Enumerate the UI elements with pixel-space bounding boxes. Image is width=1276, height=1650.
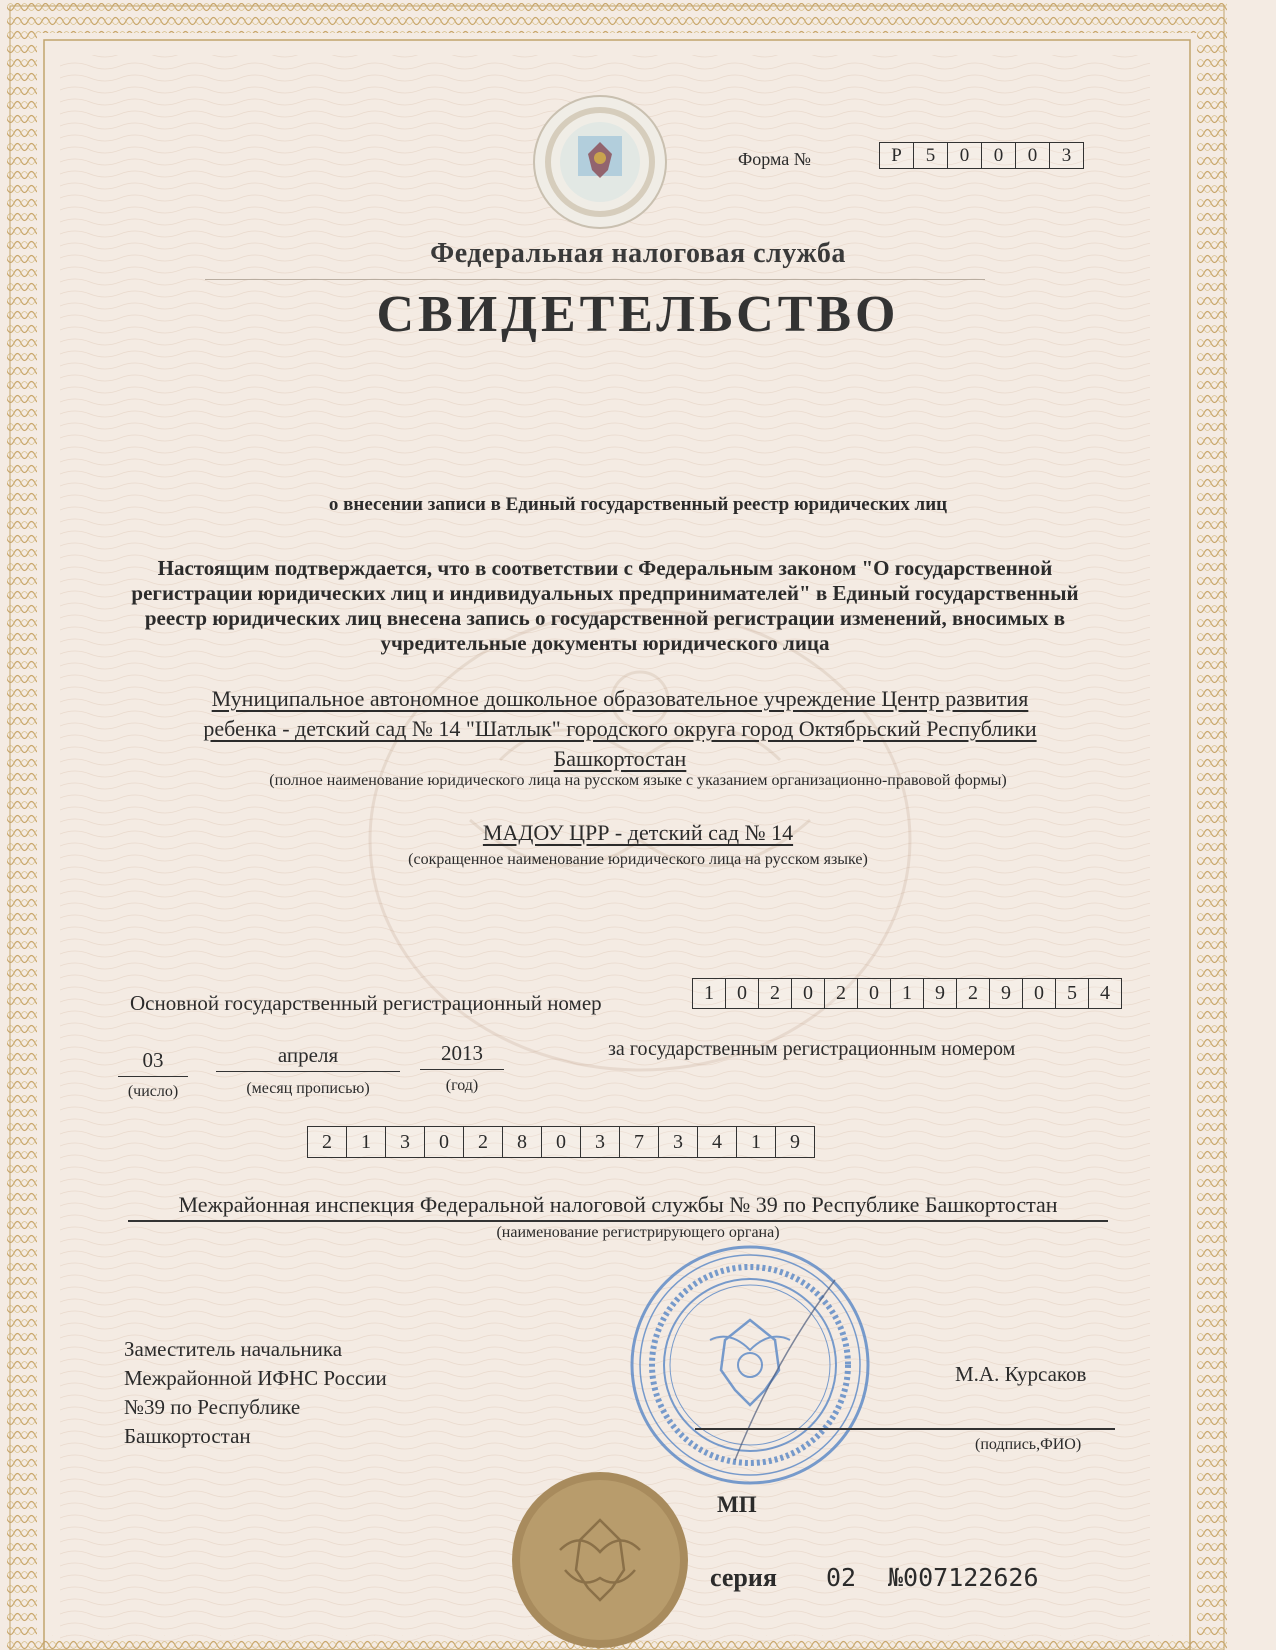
short-name-text: МАДОУ ЦРР - детский сад № 14 xyxy=(482,820,794,845)
signer-position-line: №39 по Республике xyxy=(124,1395,301,1419)
grn-digit: 1 xyxy=(347,1127,386,1157)
ogrn-digit: 2 xyxy=(825,979,858,1008)
certificate-number: №007122626 xyxy=(888,1563,1039,1592)
form-code-digit: 0 xyxy=(948,143,982,168)
agency-name: Федеральная налоговая служба xyxy=(430,238,846,269)
certification-statement: Настоящим подтверждается, что в соответствии с Федеральным законом "О государственной регистрации юридических лиц и индивидуальных предпринимателей" в Единый государственный реестр юридических лиц внесена запись о государственной регистрации изменений, вносимых в учредительные документы юридического лица xyxy=(131,556,1079,655)
full-name-line: Башкортостан xyxy=(553,746,687,771)
signature-line xyxy=(695,1428,1115,1430)
form-code-digit: 3 xyxy=(1061,145,1072,166)
grn-digit: 8 xyxy=(503,1127,542,1157)
grn-digit: 3 xyxy=(386,1127,425,1157)
form-code-digit: 0 xyxy=(1016,143,1050,168)
ogrn-digit: 1 xyxy=(891,979,924,1008)
form-code-boxes xyxy=(879,142,1084,169)
day-caption: (число) xyxy=(127,1083,179,1100)
form-code-digit: 5 xyxy=(914,143,948,168)
ogrn-digit: 2 xyxy=(957,979,990,1008)
registration-year: 2013 xyxy=(420,1041,504,1070)
ogrn-digit: 0 xyxy=(792,979,825,1008)
series-value: 02 xyxy=(826,1563,857,1592)
ogrn-digit: 0 xyxy=(1023,979,1056,1008)
signer-position-line: Межрайонной ИФНС России xyxy=(124,1366,387,1390)
grn-digit: 1 xyxy=(737,1127,776,1157)
hologram-emblem-icon xyxy=(530,92,670,232)
entity-full-name xyxy=(130,684,1110,774)
authority-underline xyxy=(128,1220,1108,1222)
title-divider xyxy=(205,279,985,280)
grn-digit: 7 xyxy=(620,1127,659,1157)
registration-month: апреля xyxy=(216,1043,400,1072)
form-code-digit: 0 xyxy=(982,143,1016,168)
signer-position xyxy=(124,1335,387,1451)
signer-name: М.А. Курсаков xyxy=(955,1362,1087,1386)
full-name-caption: (полное наименование юридического лица на русском языке с указанием организационно-правовой формы) xyxy=(269,772,1007,789)
series-label: серия xyxy=(710,1563,777,1592)
entity-short-name xyxy=(0,820,1276,846)
grn-digit-boxes xyxy=(307,1126,815,1158)
registering-authority: Межрайонная инспекция Федеральной налоговой службы № 39 по Республике Башкортостан xyxy=(178,1192,1058,1217)
year-caption: (год) xyxy=(445,1077,479,1094)
ogrn-digit: 5 xyxy=(1056,979,1089,1008)
authority-caption: (наименование регистрирующего органа) xyxy=(496,1224,780,1241)
ogrn-digit: 9 xyxy=(924,979,957,1008)
form-code-digit: Р xyxy=(880,143,914,168)
registration-day: 03 xyxy=(118,1048,188,1077)
ogrn-digit: 1 xyxy=(693,979,726,1008)
grn-digit: 3 xyxy=(659,1127,698,1157)
full-name-line: ребенка - детский сад № 14 "Шатлык" городского округа город Октябрьский Республики xyxy=(203,716,1037,741)
bronze-seal-icon xyxy=(510,1470,690,1650)
grn-digit: 0 xyxy=(542,1127,581,1157)
grn-digit: 2 xyxy=(464,1127,503,1157)
ogrn-digit: 4 xyxy=(1100,982,1110,1004)
full-name-line: Муниципальное автономное дошкольное образовательное учреждение Центр развития xyxy=(211,686,1029,711)
grn-digit: 4 xyxy=(698,1127,737,1157)
ogrn-digit-boxes xyxy=(692,978,1122,1009)
grn-digit: 3 xyxy=(581,1127,620,1157)
official-stamp-icon xyxy=(625,1240,875,1490)
ogrn-digit: 0 xyxy=(726,979,759,1008)
certificate-title: СВИДЕТЕЛЬСТВО xyxy=(376,286,900,343)
signer-position-line: Башкортостан xyxy=(124,1424,251,1448)
signer-position-line: Заместитель начальника xyxy=(124,1337,343,1361)
ogrn-digit: 9 xyxy=(990,979,1023,1008)
ogrn-digit: 0 xyxy=(858,979,891,1008)
month-caption: (месяц прописью) xyxy=(246,1080,370,1097)
short-name-caption: (сокращенное наименование юридического лица на русском языке) xyxy=(408,851,868,868)
grn-label: за государственным регистрационным номером xyxy=(608,1038,1016,1060)
signature-caption: (подпись,ФИО) xyxy=(975,1436,1082,1453)
form-label: Форма № xyxy=(738,149,811,169)
ogrn-digit: 2 xyxy=(759,979,792,1008)
grn-digit: 2 xyxy=(308,1127,347,1157)
grn-digit: 0 xyxy=(425,1127,464,1157)
grn-digit: 9 xyxy=(790,1131,800,1153)
stamp-place-label: МП xyxy=(717,1492,757,1517)
certificate-subtitle: о внесении записи в Единый государственный реестр юридических лиц xyxy=(328,494,948,515)
ogrn-label: Основной государственный регистрационный номер xyxy=(130,991,602,1015)
